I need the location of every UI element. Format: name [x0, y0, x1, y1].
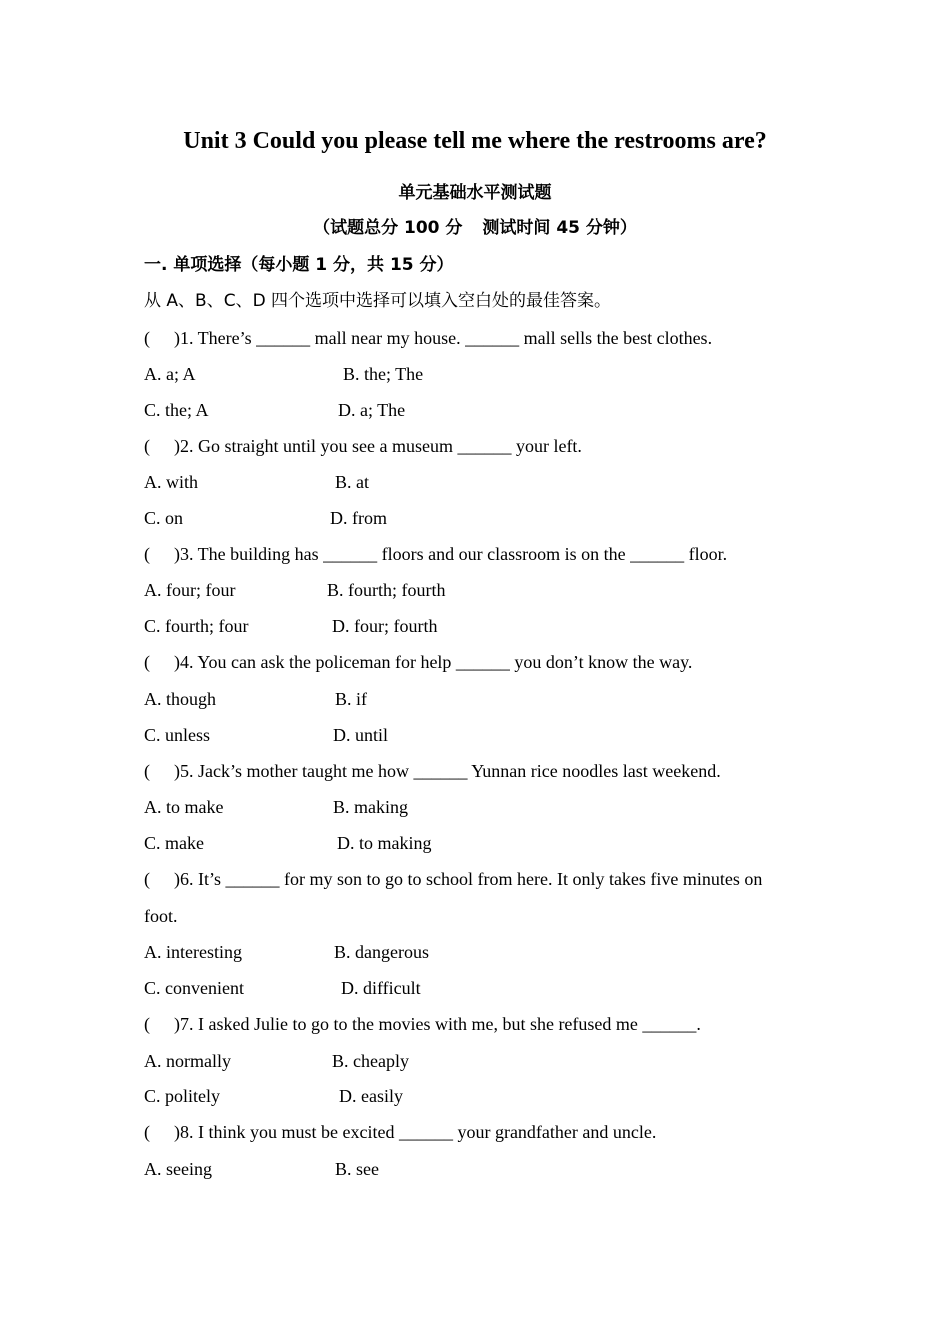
answer-paren: (: [144, 1122, 150, 1142]
test-time: 测试时间 45 分钟）: [482, 218, 637, 238]
option-d: D. difficult: [341, 978, 421, 998]
option-a: A. four; four: [144, 580, 236, 600]
option-a: A. seeing: [144, 1159, 212, 1179]
option-d: D. from: [330, 508, 387, 528]
option-d: D. a; The: [338, 400, 406, 420]
question-stem: [144, 867, 762, 891]
option-c: C. politely: [144, 1086, 220, 1106]
option-b: B. dangerous: [334, 942, 429, 962]
option-a: A. with: [144, 472, 198, 492]
option-a: A. a; A: [144, 364, 196, 384]
question-text: )8. I think you must be excited ______ your grandfather and uncle.: [174, 1122, 657, 1142]
section-heading: 一. 单项选择（每小题 1 分，共 15 分）: [144, 255, 454, 275]
document-title: Unit 3 Could you please tell me where the restrooms are?: [183, 128, 767, 154]
option-d: D. four; fourth: [332, 616, 438, 636]
question-stem-continued: foot.: [144, 906, 178, 926]
option-a: A. to make: [144, 797, 224, 817]
option-b: B. if: [335, 689, 368, 709]
option-b: B. the; The: [343, 364, 424, 384]
question-text: )3. The building has ______ floors and our classroom is on the ______ floor.: [174, 544, 728, 564]
question-text: )6. It’s ______ for my son to go to school from here. It only takes five minutes on: [174, 869, 763, 889]
question-stem: [144, 759, 721, 783]
option-a: A. interesting: [144, 942, 242, 962]
option-c: C. convenient: [144, 978, 244, 998]
answer-paren: (: [144, 544, 150, 564]
option-c: C. fourth; four: [144, 616, 249, 636]
total-score: （试题总分 100 分: [313, 218, 463, 238]
answer-paren: (: [144, 652, 150, 672]
option-c: C. make: [144, 833, 204, 853]
option-d: D. to making: [337, 833, 432, 853]
answer-paren: (: [144, 761, 150, 781]
question-text: )1. There’s ______ mall near my house. ______ mall sells the best clothes.: [174, 328, 713, 348]
answer-paren: (: [144, 869, 150, 889]
question-stem: [144, 1012, 701, 1036]
question-stem: [144, 1120, 656, 1144]
section-instruction: 从 A、B、C、D 四个选项中选择可以填入空白处的最佳答案。: [144, 291, 612, 311]
option-d: D. until: [333, 725, 389, 745]
option-b: B. at: [335, 472, 369, 492]
option-d: D. easily: [339, 1086, 403, 1106]
option-b: B. cheaply: [332, 1051, 409, 1071]
option-c: C. the; A: [144, 400, 209, 420]
option-c: C. unless: [144, 725, 211, 745]
question-text: )4. You can ask the policeman for help ______ you don’t know the way.: [174, 652, 693, 672]
question-text: )2. Go straight until you see a museum ______ your left.: [174, 436, 582, 456]
answer-paren: (: [144, 436, 150, 456]
question-text: )5. Jack’s mother taught me how ______ Yunnan rice noodles last weekend.: [174, 761, 721, 781]
answer-paren: (: [144, 328, 150, 348]
option-c: C. on: [144, 508, 184, 528]
answer-paren: (: [144, 1014, 150, 1034]
score-time-line: [0, 216, 950, 240]
question-stem: [144, 326, 712, 350]
question-stem: [144, 434, 582, 458]
question-text: )7. I asked Julie to go to the movies with me, but she refused me ______.: [174, 1014, 701, 1034]
option-a: A. normally: [144, 1051, 231, 1071]
question-stem: [144, 542, 727, 566]
option-a: A. though: [144, 689, 216, 709]
option-b: B. fourth; fourth: [327, 580, 446, 600]
question-stem: [144, 650, 692, 674]
document-subtitle: 单元基础水平测试题: [398, 183, 552, 203]
option-b: B. making: [333, 797, 408, 817]
option-b: B. see: [335, 1159, 379, 1179]
